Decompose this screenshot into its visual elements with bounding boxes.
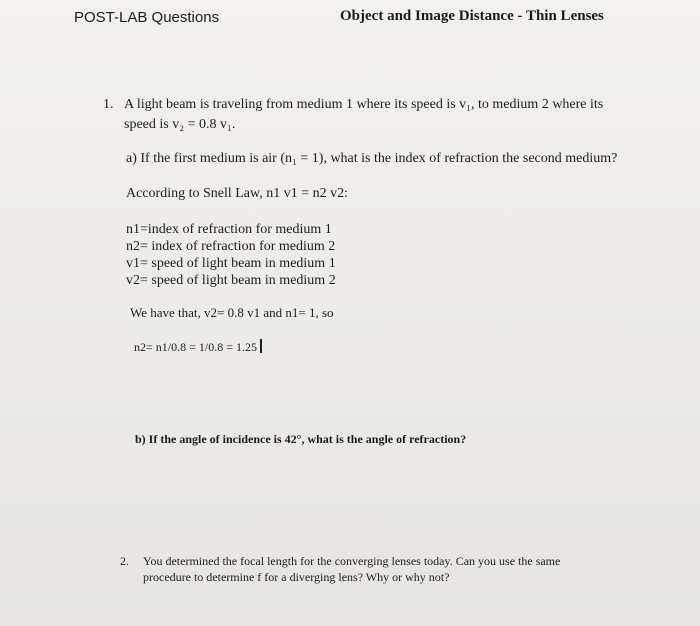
question-2-number: 2. — [120, 554, 129, 568]
answer-text: n2= n1/0.8 = 1/0.8 = 1.25 — [134, 340, 257, 354]
question-1-text-line-2: speed is v₂ = 0.8 v₁. — [124, 117, 236, 132]
answer-line[interactable] — [134, 339, 262, 355]
question-2-text-line-2: procedure to determine f for a diverging lens? Why or why not? — [143, 570, 450, 584]
question-1b-prompt: b) If the angle of incidence is 42°, what is the angle of refraction? — [135, 432, 467, 446]
definition-n1: n1=index of refraction for medium 1 — [126, 222, 332, 237]
question-2-text-line-1: You determined the focal length for the converging lenses today. Can you use the same — [143, 554, 561, 568]
header-right-title: Object and Image Distance - Thin Lenses — [340, 8, 604, 24]
question-1a-prompt: a) If the first medium is air (n₁ = 1), what is the index of refraction the second medium? — [126, 151, 618, 166]
question-1-number: 1. — [103, 97, 114, 112]
text-cursor — [260, 339, 262, 353]
definition-v2: v2= speed of light beam in medium 2 — [126, 273, 336, 288]
question-1-text-line-1: A light beam is traveling from medium 1 where its speed is v₁, to medium 2 where its — [124, 97, 604, 112]
definition-n2: n2= index of refraction for medium 2 — [126, 239, 336, 254]
given-values-statement: We have that, v2= 0.8 v1 and n1= 1, so — [130, 305, 334, 320]
header-left-title: POST-LAB Questions — [74, 9, 220, 26]
snell-law-statement: According to Snell Law, n1 v1 = n2 v2: — [126, 186, 349, 201]
definition-v1: v1= speed of light beam in medium 1 — [126, 256, 336, 271]
